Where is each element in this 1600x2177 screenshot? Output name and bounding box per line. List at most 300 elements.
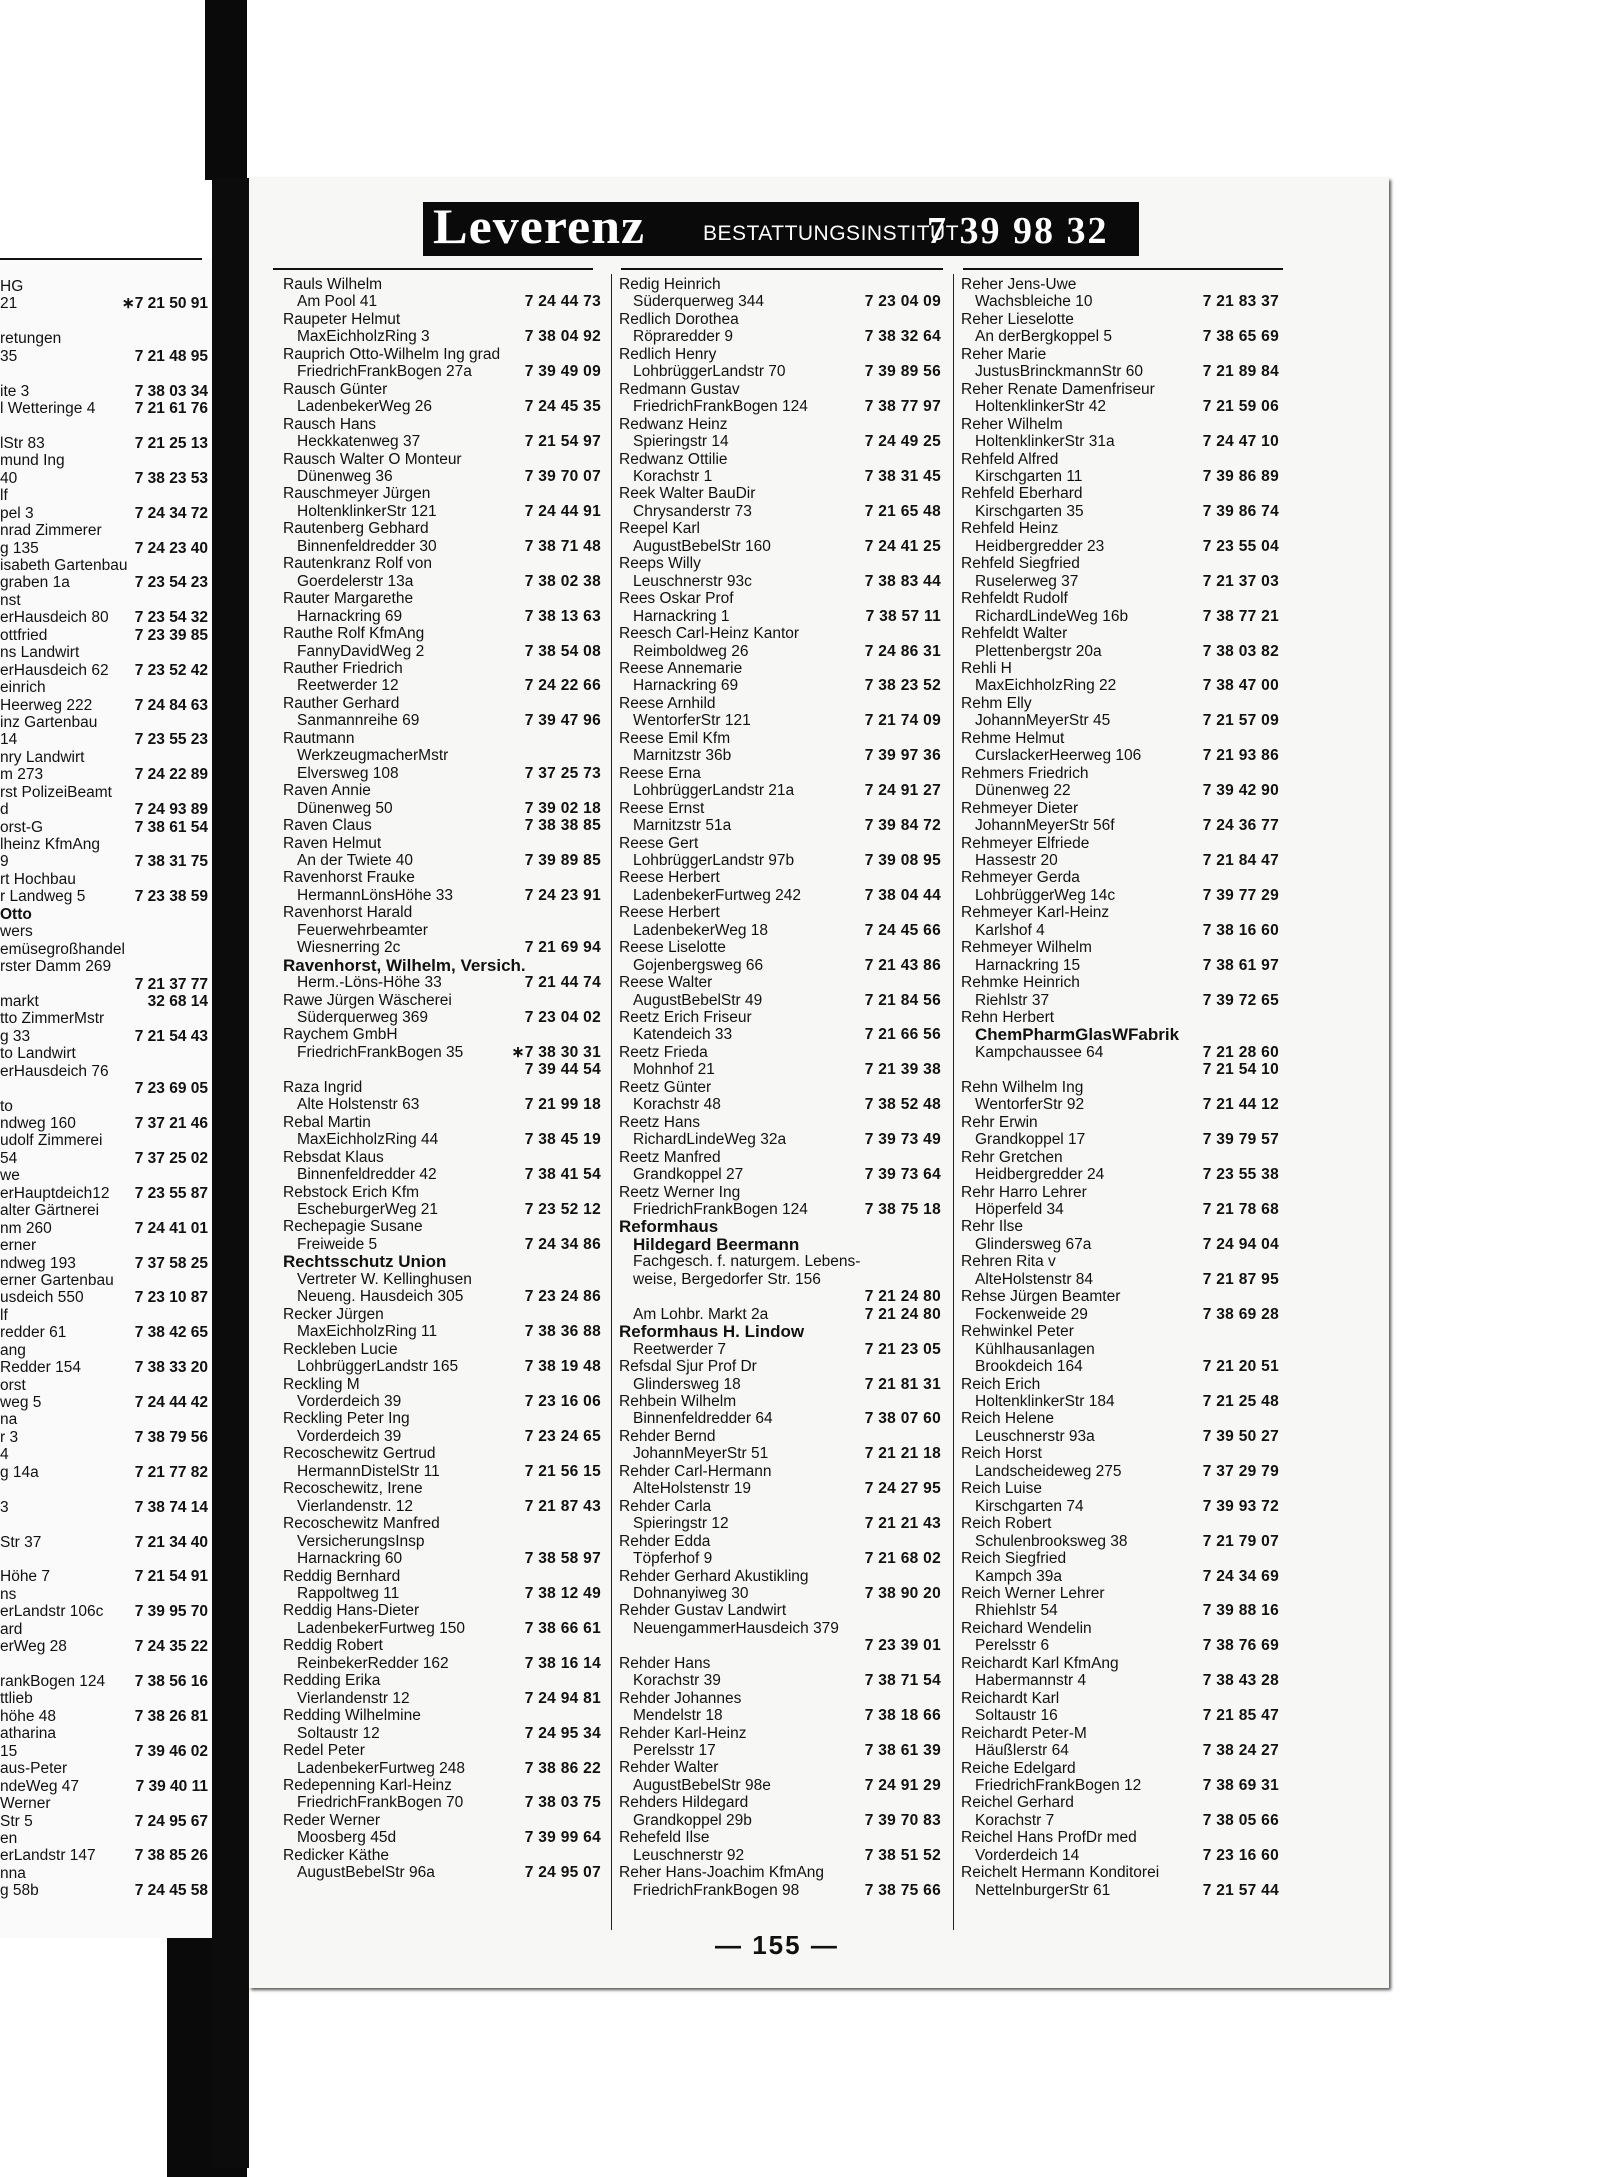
listing-entry [0, 1760, 208, 1777]
listing-entry [283, 1568, 601, 1585]
entry-phone: 7 38 47 00 [1202, 677, 1279, 695]
listing-entry [961, 1742, 1279, 1759]
entry-name: 54 [0, 1149, 18, 1167]
entry-name: Rehder Edda [619, 1532, 711, 1550]
listing-entry [619, 1061, 941, 1078]
listing-entry [619, 1096, 941, 1113]
listing-entry [619, 887, 941, 904]
entry-name: FriedrichFrankBogen 27a [297, 363, 472, 381]
listing-entry [619, 1271, 941, 1288]
entry-phone: 7 23 39 85 [134, 626, 208, 644]
entry-name: Redding Erika [283, 1672, 381, 1690]
entry-name: wers [0, 923, 33, 941]
listing-entry [283, 1480, 601, 1497]
entry-name: AugustBebelStr 98e [633, 1776, 771, 1794]
entry-name: Rautmann [283, 729, 355, 747]
entry-name: LohbrüggerLandstr 70 [633, 363, 786, 381]
entry-name: Rehder Bernd [619, 1427, 716, 1445]
entry-name: Grandkoppel 27 [633, 1166, 744, 1184]
entry-phone: 7 38 61 54 [134, 818, 208, 836]
entry-name: Leuschnerstr 93a [975, 1427, 1095, 1445]
entry-phone: 7 38 71 54 [864, 1672, 941, 1690]
listing-entry [961, 1131, 1279, 1148]
entry-name: JohannMeyerStr 45 [975, 712, 1111, 730]
entry-phone: 7 24 36 77 [1202, 817, 1279, 835]
column-1-rule [273, 268, 593, 270]
entry-name: Soltaustr 16 [975, 1707, 1058, 1725]
listing-entry [283, 276, 601, 293]
entry-name: HG [0, 278, 24, 295]
listing-entry [0, 330, 208, 347]
entry-name: to [0, 1097, 13, 1115]
entry-phone: 7 23 55 38 [1202, 1166, 1279, 1184]
entry-name: Süderquerweg 344 [633, 293, 764, 311]
entry-phone: 7 37 25 02 [134, 1149, 208, 1167]
listing-entry [0, 1150, 208, 1167]
entry-name: emüsegroßhandel [0, 940, 125, 958]
listing-entry [283, 800, 601, 817]
entry-name: ard [0, 1620, 23, 1638]
listing-entry [619, 660, 941, 677]
entry-phone: 7 39 97 36 [864, 747, 941, 765]
entry-phone: 7 21 44 12 [1202, 1096, 1279, 1114]
entry-phone: 7 38 75 66 [864, 1881, 941, 1899]
listing-entry [283, 1288, 601, 1305]
listing-entry [0, 1255, 208, 1272]
entry-phone: 7 24 23 91 [524, 886, 601, 904]
listing-entry [283, 1061, 601, 1078]
listing-entry [961, 555, 1279, 572]
entry-name: Reese Herbert [619, 904, 720, 922]
entry-name: Rausch Walter O Monteur [283, 450, 462, 468]
entry-name: Rehefeld Ilse [619, 1829, 710, 1847]
entry-name: Reeps Willy [619, 555, 701, 573]
entry-phone: 7 21 54 10 [1202, 1061, 1279, 1079]
entry-name: Neueng. Hausdeich 305 [297, 1288, 464, 1306]
entry-name: Raven Annie [283, 782, 371, 800]
listing-entry [961, 1864, 1279, 1881]
entry-name: Glindersweg 67a [975, 1235, 1092, 1253]
listing-entry [961, 782, 1279, 799]
listing-entry [619, 1480, 941, 1497]
listing-entry [961, 887, 1279, 904]
entry-name: Reddig Bernhard [283, 1567, 401, 1585]
listing-entry [619, 311, 941, 328]
entry-phone: 7 21 61 76 [134, 400, 208, 418]
listing-entry [619, 852, 941, 869]
entry-name: Schulenbrooksweg 38 [975, 1532, 1128, 1550]
entry-phone: 7 38 79 56 [134, 1428, 208, 1446]
entry-name: Am Lohbr. Markt 2a [633, 1305, 769, 1323]
listing-entry [619, 503, 941, 520]
entry-name: Rehr Ilse [961, 1218, 1024, 1236]
entry-phone: 7 21 48 95 [134, 347, 208, 365]
listing-entry [283, 1376, 601, 1393]
entry-name: Redel Peter [283, 1742, 365, 1760]
listing-entry [619, 346, 941, 363]
entry-phone: 7 37 29 79 [1202, 1462, 1279, 1480]
entry-name: Rehder Walter [619, 1759, 719, 1777]
listing-entry [283, 904, 601, 921]
entry-name: Raza Ingrid [283, 1078, 363, 1096]
listing-entry [961, 800, 1279, 817]
entry-name: Reimboldweg 26 [633, 642, 749, 660]
entry-name: ChemPharmGlasWFabrik [975, 1025, 1180, 1045]
listing-entry [619, 1655, 941, 1672]
entry-phone: 7 24 94 81 [524, 1689, 601, 1707]
entry-phone: 7 23 55 04 [1202, 537, 1279, 555]
entry-name: Redig Heinrich [619, 276, 721, 293]
entry-name: Ravenhorst Frauke [283, 869, 415, 887]
listing-entry [961, 1271, 1279, 1288]
entry-name: Vorderdeich 39 [297, 1427, 402, 1445]
entry-phone: 7 38 90 20 [864, 1584, 941, 1602]
listing-entry [961, 276, 1279, 293]
listing-entry [619, 1184, 941, 1201]
entry-phone: 7 21 74 09 [864, 712, 941, 730]
listing-entry [619, 1166, 941, 1183]
listing-entry [961, 1707, 1279, 1724]
entry-name: Spieringstr 14 [633, 433, 729, 451]
entry-name: RichardLindeWeg 16b [975, 607, 1129, 625]
entry-name: r 3 [0, 1428, 19, 1446]
listing-entry [0, 1725, 208, 1742]
listing-entry [0, 1481, 208, 1498]
listing-entry [619, 328, 941, 345]
listing-entry [619, 1498, 941, 1515]
entry-phone: 7 39 42 90 [1202, 782, 1279, 800]
entry-phone: 7 21 84 56 [864, 991, 941, 1009]
listing-entry [619, 1620, 941, 1637]
entry-phone: 7 38 69 31 [1202, 1776, 1279, 1794]
listing-entry [283, 1585, 601, 1602]
entry-name: Rehfeld Siegfried [961, 555, 1080, 573]
listing-entry [0, 1220, 208, 1237]
listing-entry [0, 1202, 208, 1219]
entry-phone: 7 38 04 44 [864, 886, 941, 904]
left-page-fragment [0, 258, 212, 1938]
entry-name: JohannMeyerStr 51 [633, 1445, 769, 1463]
listing-entry [283, 468, 601, 485]
entry-name: JustusBrinckmannStr 60 [975, 363, 1143, 381]
entry-phone: 7 38 57 11 [865, 607, 941, 625]
entry-name: Feuerwehrbeamter [297, 921, 428, 939]
listing-entry [283, 1131, 601, 1148]
listing-entry [283, 346, 601, 363]
listing-entry [283, 1236, 601, 1253]
entry-phone: 7 24 95 07 [524, 1864, 601, 1882]
listing-entry [619, 1341, 941, 1358]
entry-name: Mohnhof 21 [633, 1061, 715, 1079]
entry-phone: 7 38 56 16 [134, 1673, 208, 1690]
listing-entry [619, 573, 941, 590]
listing-entry [619, 608, 941, 625]
listing-entry [283, 381, 601, 398]
listing-entry [619, 1515, 941, 1532]
listing-entry [961, 293, 1279, 310]
entry-phone: 7 21 54 91 [134, 1568, 208, 1586]
entry-name: r Landweg 5 [0, 888, 86, 906]
entry-name: nna [0, 1864, 26, 1882]
entry-name: Redicker Käthe [283, 1846, 389, 1864]
listing-entry [0, 1342, 208, 1359]
entry-name: Reetwerder 7 [633, 1340, 727, 1358]
entry-name: AlteHolstenstr 84 [975, 1270, 1094, 1288]
entry-name: Rawe Jürgen Wäscherei [283, 991, 452, 1009]
entry-name: MaxEichholzRing 22 [975, 677, 1117, 695]
entry-name: rster Damm 269 [0, 958, 112, 976]
listing-entry [961, 1725, 1279, 1742]
entry-name: 35 [0, 347, 18, 365]
listing-entry [283, 538, 601, 555]
top-black-strip [205, 0, 247, 180]
listing-entry [283, 293, 601, 310]
listing-entry [961, 1515, 1279, 1532]
entry-phone: 7 21 57 44 [1202, 1881, 1279, 1899]
entry-phone: 7 21 99 18 [524, 1096, 601, 1114]
entry-name: nst [0, 591, 21, 609]
listing-entry [619, 1410, 941, 1427]
entry-name: Reichel Gerhard [961, 1794, 1074, 1812]
listing-entry [283, 1410, 601, 1427]
listing-entry [619, 1358, 941, 1375]
entry-name: orst-G [0, 818, 44, 836]
listing-entry [0, 1185, 208, 1202]
entry-phone: 7 38 13 63 [524, 607, 601, 625]
entry-name: usdeich 550 [0, 1289, 84, 1307]
listing-entry [0, 1063, 208, 1080]
listing-entry [961, 1218, 1279, 1235]
entry-phone: 7 38 66 61 [524, 1619, 601, 1637]
listing-entry [619, 1044, 941, 1061]
book-gutter [212, 178, 249, 2168]
listing-entry [0, 1813, 208, 1830]
funeral-home-banner [423, 202, 1139, 256]
entry-name: erHausdeich 76 [0, 1062, 109, 1080]
entry-name: Rechtsschutz Union [283, 1252, 447, 1272]
entry-phone: 7 24 41 25 [864, 537, 941, 555]
entry-name: Redwanz Heinz [619, 415, 728, 433]
entry-phone: 7 39 95 70 [134, 1603, 208, 1621]
listing-entry [283, 1777, 601, 1794]
entry-name: Herm.-Löns-Höhe 33 [297, 974, 442, 992]
entry-name: Harnackring 1 [633, 607, 730, 625]
entry-phone: 7 21 34 40 [134, 1533, 208, 1551]
listing-entry [961, 1533, 1279, 1550]
entry-phone: 7 24 34 86 [524, 1235, 601, 1253]
listing-entry [619, 381, 941, 398]
listing-entry [0, 1237, 208, 1254]
listing-entry [0, 1115, 208, 1132]
entry-name: ttlieb [0, 1690, 33, 1708]
page-number: — 155 — [715, 1930, 839, 1960]
listing-entry [283, 1690, 601, 1707]
listing-entry [619, 1725, 941, 1742]
entry-name: Reese Annemarie [619, 659, 743, 677]
banner-phone: 7 39 98 32 [927, 210, 1109, 252]
entry-name: FannyDavidWeg 2 [297, 642, 425, 660]
listing-entry [961, 1829, 1279, 1846]
listing-entry [0, 1882, 208, 1899]
listing-entry [961, 363, 1279, 380]
listing-entry [0, 1603, 208, 1620]
entry-name: inz Gartenbau [0, 713, 98, 731]
entry-phone: 7 38 76 69 [1202, 1637, 1279, 1655]
entry-name: LohbrüggerLandstr 21a [633, 782, 795, 800]
listing-entry [0, 1795, 208, 1812]
entry-name: Redder 154 [0, 1359, 82, 1377]
entry-name: Rehmke Heinrich [961, 974, 1080, 992]
entry-name: Reetz Manfred [619, 1148, 721, 1166]
entry-name: erLandstr 147 [0, 1847, 96, 1865]
listing-entry [0, 1568, 208, 1585]
entry-name: Reformhaus [619, 1217, 719, 1237]
entry-phone: 7 39 88 16 [1202, 1602, 1279, 1620]
entry-name: Hildegard Beermann [633, 1234, 800, 1254]
listing-entry [619, 677, 941, 694]
listing-entry [0, 1446, 208, 1463]
entry-name: Rehfeld Alfred [961, 450, 1059, 468]
entry-name: erLandstr 106c [0, 1603, 104, 1621]
entry-name: Korachstr 48 [633, 1096, 721, 1114]
entry-phone: ∗7 21 50 91 [121, 295, 208, 313]
listing-entry [961, 1428, 1279, 1445]
listing-entry [0, 487, 208, 504]
listing-entry [0, 1516, 208, 1533]
entry-name: Alte Holstenstr 63 [297, 1096, 420, 1114]
entry-name: LadenbekerWeg 18 [633, 921, 769, 939]
entry-phone: 7 21 25 48 [1202, 1392, 1279, 1410]
entry-name: Rehder Carla [619, 1497, 712, 1515]
entry-name: EscheburgerWeg 21 [297, 1201, 439, 1218]
entry-name: Leuschnerstr 92 [633, 1846, 745, 1864]
entry-name: erner Gartenbau [0, 1271, 114, 1289]
entry-name: Reese Herbert [619, 869, 720, 887]
entry-phone: 7 21 28 60 [1202, 1043, 1279, 1061]
listing-entry [0, 365, 208, 382]
listing-entry [619, 1201, 941, 1218]
entry-phone: 7 39 46 02 [134, 1742, 208, 1760]
listing-entry [0, 766, 208, 783]
entry-phone: 7 38 33 20 [134, 1359, 208, 1377]
listing-entry [961, 1655, 1279, 1672]
entry-name: Rehwinkel Peter [961, 1323, 1074, 1341]
entry-name: Dünenweg 36 [297, 467, 393, 485]
entry-name: LadenbekerFurtweg 150 [297, 1619, 466, 1637]
entry-name: Rehr Erwin [961, 1113, 1038, 1131]
listing-entry [619, 1829, 941, 1846]
listing-entry [0, 1690, 208, 1707]
entry-phone: 7 38 24 27 [1202, 1742, 1279, 1760]
entry-name: ndweg 160 [0, 1115, 76, 1132]
entry-name: weg 5 [0, 1394, 42, 1411]
entry-name: Rehmers Friedrich [961, 764, 1089, 782]
entry-name: weise, Bergedorfer Str. 156 [633, 1270, 821, 1288]
entry-name: Reese Emil Kfm [619, 729, 731, 747]
listing-entry [619, 1794, 941, 1811]
listing-entry [961, 1253, 1279, 1270]
listing-entry [0, 819, 208, 836]
listing-entry [283, 1812, 601, 1829]
listing-entry [283, 660, 601, 677]
listing-entry [0, 923, 208, 940]
entry-phone: 7 24 45 66 [864, 921, 941, 939]
entry-phone: 7 23 52 12 [524, 1201, 601, 1218]
entry-name: Reetz Hans [619, 1113, 700, 1131]
listing-entry [619, 1812, 941, 1829]
listing-entry [619, 1533, 941, 1550]
listing-entry [961, 1777, 1279, 1794]
listing-entry [961, 1376, 1279, 1393]
listing-entry [619, 643, 941, 660]
entry-phone: 7 23 38 59 [134, 888, 208, 906]
listing-entry [0, 801, 208, 818]
entry-name: d [0, 801, 9, 819]
entry-phone: 7 39 93 72 [1202, 1497, 1279, 1515]
listing-entry [619, 765, 941, 782]
entry-phone: 7 38 02 38 [524, 572, 601, 590]
entry-name: Dünenweg 50 [297, 799, 393, 817]
listing-entry [283, 852, 601, 869]
entry-name: Reformhaus H. Lindow [619, 1322, 805, 1342]
listing-entry [0, 1830, 208, 1847]
entry-phone: 7 38 42 65 [134, 1324, 208, 1342]
listing-entry [283, 677, 601, 694]
entry-name: atharina [0, 1725, 57, 1743]
entry-name: Plettenbergstr 20a [975, 642, 1102, 660]
entry-name: Riehlstr 37 [975, 991, 1050, 1009]
entry-name: Sanmannreihe 69 [297, 712, 420, 730]
entry-phone: 7 39 79 57 [1202, 1131, 1279, 1149]
listing-entry [619, 939, 941, 956]
entry-phone: 7 38 43 28 [1202, 1672, 1279, 1690]
entry-phone: 7 24 34 72 [134, 504, 208, 522]
entry-name: Grandkoppel 17 [975, 1131, 1086, 1149]
entry-phone: 7 38 45 19 [524, 1131, 601, 1149]
listing-entry [283, 887, 601, 904]
listing-entry [283, 1794, 601, 1811]
entry-phone: 7 21 23 05 [864, 1340, 941, 1358]
entry-name: Werner [0, 1795, 51, 1813]
entry-name: Kirschgarten 74 [975, 1497, 1084, 1515]
listing-entry [0, 400, 208, 417]
listing-entry [619, 1026, 941, 1043]
entry-name: Reder Werner [283, 1811, 381, 1829]
entry-name: Rehfeldt Rudolf [961, 590, 1068, 608]
listing-entry [0, 941, 208, 958]
entry-name: Str 5 [0, 1812, 33, 1830]
listing-entry [0, 1551, 208, 1568]
listing-entry [283, 1341, 601, 1358]
listing-entry [0, 1377, 208, 1394]
entry-phone: 7 37 58 25 [134, 1254, 208, 1272]
listing-entry [0, 1289, 208, 1306]
entry-name: Rautenkranz Rolf von [283, 555, 433, 573]
listing-entry [619, 1079, 941, 1096]
entry-name: Reichelt Hermann Konditorei [961, 1864, 1160, 1882]
entry-name: Landscheideweg 275 [975, 1462, 1122, 1480]
listing-entry [283, 1096, 601, 1113]
entry-name: Glindersweg 18 [633, 1375, 741, 1393]
listing-entry [283, 503, 601, 520]
listing-entry [619, 922, 941, 939]
listing-entry [0, 1411, 208, 1428]
listing-entry [619, 782, 941, 799]
entry-phone: 7 23 69 05 [134, 1080, 208, 1098]
listing-entry [961, 1236, 1279, 1253]
listing-entry [0, 836, 208, 853]
listing-entry [283, 695, 601, 712]
